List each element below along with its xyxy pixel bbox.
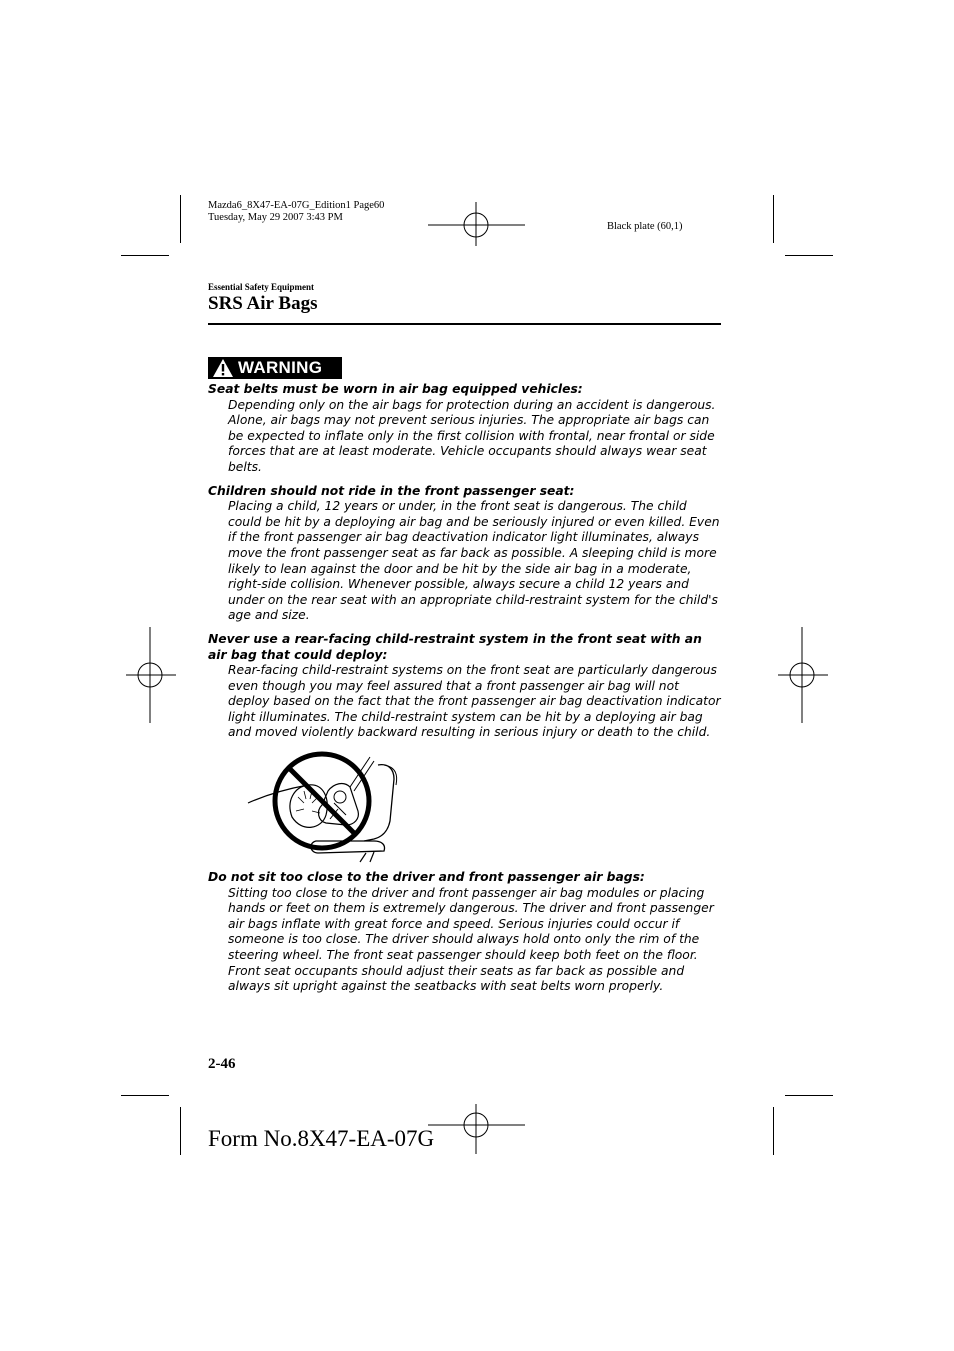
form-number: Form No.8X47-EA-07G xyxy=(208,1126,435,1151)
warning-item-body: Sitting too close to the driver and front passenger air bag modules or placing hands or feet on them is extremely dangerous. The driver and front passenger air bags inflate with great force and speed. Serious injuries could occur if someone is too close. The driver should always hold onto only the rim of the steering wheel. The front seat passenger should keep both feet on the floor. Front seat occupants should adjust their seats as far back as possible and always sit upright against the seatbacks with seat belts worn properly. xyxy=(228,885,714,994)
page-number: 2-46 xyxy=(208,1056,236,1072)
plate-info: Black plate (60,1) xyxy=(607,221,683,232)
job-info-line-2: Tuesday, May 29 2007 3:43 PM xyxy=(208,212,343,223)
crop-mark-bottom-left-h xyxy=(121,1095,169,1096)
rear-facing-child-seat-prohibited-illustration xyxy=(208,745,723,863)
warning-banner xyxy=(208,357,342,379)
no-rear-facing-seat-icon xyxy=(246,745,446,863)
crop-mark-bottom-right-v xyxy=(773,1107,774,1155)
warning-item-heading: Do not sit too close to the driver and front passenger air bags: xyxy=(208,870,645,885)
warning-item-heading: Children should not ride in the front passenger seat: xyxy=(208,483,575,498)
registration-mark-right-icon xyxy=(778,627,828,723)
crop-mark-bottom-left-v xyxy=(180,1107,181,1155)
warning-label: WARNING xyxy=(238,358,323,377)
page-title: SRS Air Bags xyxy=(208,293,318,314)
title-rule xyxy=(208,323,721,325)
crop-mark-top-left-v xyxy=(180,195,181,243)
job-info xyxy=(208,200,384,224)
registration-mark-left-icon xyxy=(126,627,176,723)
warning-item-heading: Never use a rear-facing child-restraint system in the front seat with an air bag that could deploy: xyxy=(208,631,702,662)
registration-mark-bottom-icon xyxy=(428,1104,526,1154)
warning-triangle-icon xyxy=(212,358,234,378)
section-label: Essential Safety Equipment xyxy=(208,282,315,292)
warning-item-body: Rear-facing child-restraint systems on the front seat are particularly dangerous even though you may feel assured that a front passenger air bag will not deploy based on the fact that the front passenger air bag deactivation indicator light illuminates. The child-restraint system can be hit by a deploying air bag and moved violently backward resulting in serious injury or death to the child. xyxy=(228,663,721,740)
warning-item-body: Depending only on the air bags for protection during an accident is dangerous. Alone, air bags may not prevent serious injuries. The appropriate air bags can be expected to inflate only in the first collision with frontal, near frontal or side forces that are at least moderate. Vehicle occupants should always wear seat belts. xyxy=(228,397,716,474)
crop-mark-bottom-right-h xyxy=(785,1095,833,1096)
crop-mark-top-left-h xyxy=(121,255,169,256)
crop-mark-top-right-h xyxy=(785,255,833,256)
job-info-line-1: Mazda6_8X47-EA-07G_Edition1 Page60 xyxy=(208,200,385,211)
warning-content xyxy=(208,382,723,1003)
registration-mark-top-icon xyxy=(428,202,526,246)
warning-item-body: Placing a child, 12 years or under, in the front seat is dangerous. The child could be hit by a deploying air bag and be seriously injured or even killed. Even if the front passenger air bag deactivation indicator light illuminates, always move the front passenger seat as far back as possible. A sleeping child is more likely to lean against the door and be hit by the side air bag in a moderate, right-side collision. Whenever possible, always secure a child 12 years and under on the rear seat with an appropriate child-restraint system for the child's age and size. xyxy=(228,499,720,623)
crop-mark-top-right-v xyxy=(773,195,774,243)
warning-item-heading: Seat belts must be worn in air bag equipped vehicles: xyxy=(208,382,583,396)
